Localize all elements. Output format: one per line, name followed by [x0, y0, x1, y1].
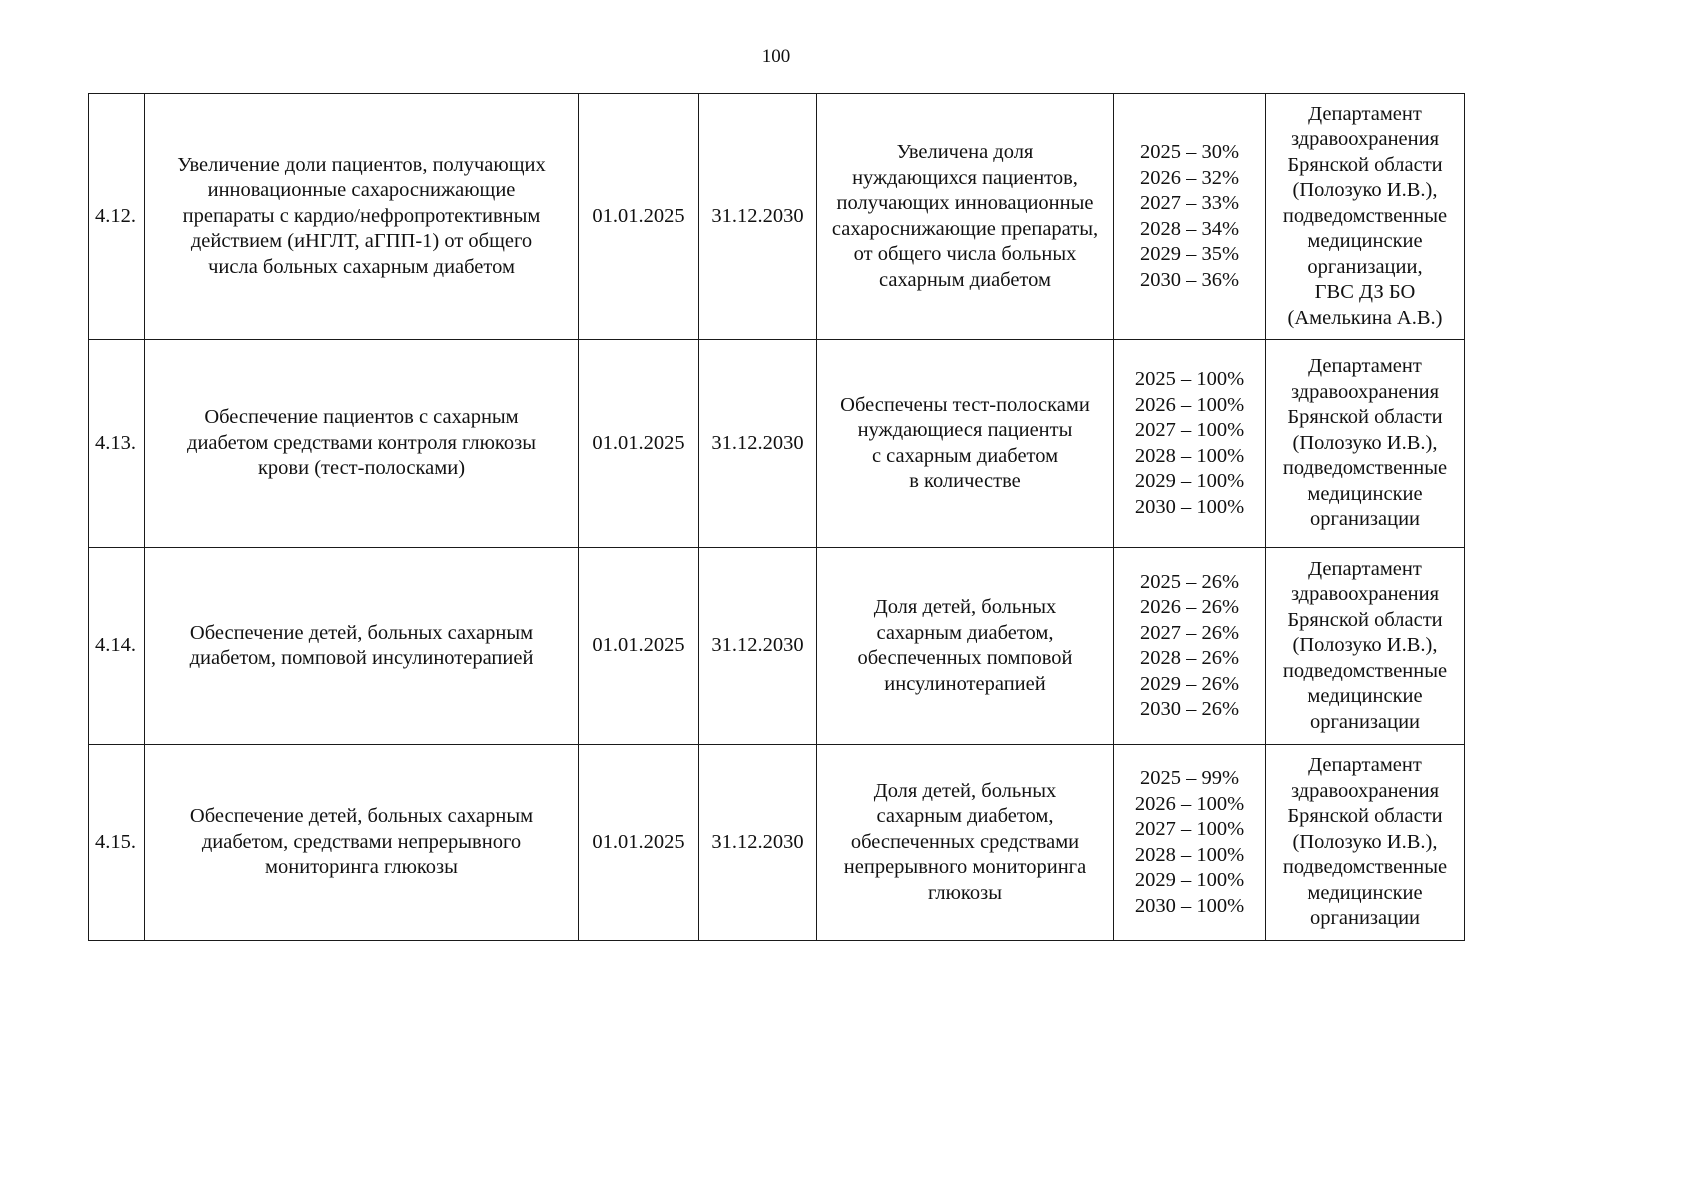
- item-number-cell: 4.12.: [89, 94, 145, 340]
- responsible-line: организации: [1309, 710, 1421, 733]
- indicator-line: 2025 – 26%: [1139, 570, 1240, 593]
- indicator-line: 2028 – 100%: [1134, 843, 1245, 866]
- responsible-line: подведомственные: [1282, 204, 1448, 227]
- event-line: диабетом, средствами непрерывного: [201, 830, 522, 853]
- responsible-line: подведомственные: [1282, 856, 1448, 879]
- result-line: нуждающиеся пациенты: [857, 419, 1073, 441]
- responsible-line: медицинские: [1307, 685, 1423, 708]
- result-line: Доля детей, больных: [873, 779, 1057, 802]
- event-line: крови (тест-полосками): [257, 457, 466, 480]
- responsible-cell: [1266, 745, 1465, 941]
- indicators-cell: [1114, 340, 1266, 548]
- result-line: сахарным диабетом: [879, 268, 1051, 291]
- indicator-line: 2028 – 26%: [1139, 647, 1240, 669]
- result-line: от общего числа больных: [853, 243, 1077, 265]
- result-line: получающих инновационные: [836, 192, 1094, 214]
- responsible-line: подведомственные: [1282, 659, 1448, 682]
- event-line: действием (иНГЛТ, аГПП-1) от общего: [190, 230, 533, 253]
- responsible-cell: [1266, 548, 1465, 745]
- result-line: обеспеченных средствами: [850, 830, 1080, 853]
- expected-result-cell: [817, 94, 1114, 340]
- event-line: препараты с кардио/нефропротективным: [182, 204, 541, 227]
- indicators-cell: [1114, 745, 1266, 941]
- result-line: сахароснижающие препараты,: [831, 217, 1099, 240]
- indicator-line: 2027 – 100%: [1134, 818, 1245, 840]
- indicator-line: 2030 – 100%: [1134, 894, 1245, 917]
- responsible-line: Брянской области: [1287, 608, 1443, 631]
- result-line: глюкозы: [928, 881, 1002, 904]
- table-row: [89, 548, 1465, 745]
- table-body: [89, 94, 1465, 941]
- responsible-line: организации: [1309, 508, 1421, 531]
- start-date-cell: 01.01.2025: [579, 94, 699, 340]
- event-description-cell: [145, 340, 579, 548]
- indicator-line: 2027 – 100%: [1134, 419, 1245, 441]
- result-line: Увеличена доля: [896, 141, 1034, 163]
- result-line: в количестве: [909, 470, 1021, 492]
- end-date-cell: 31.12.2030: [699, 745, 817, 941]
- responsible-line: Департамент: [1308, 557, 1422, 580]
- responsible-line: медицинские: [1307, 881, 1423, 904]
- indicator-line: 2026 – 100%: [1134, 393, 1245, 416]
- indicator-line: 2030 – 100%: [1134, 495, 1245, 518]
- result-line: Обеспечены тест-полосками: [840, 393, 1090, 416]
- end-date-cell: 31.12.2030: [699, 94, 817, 340]
- indicator-line: 2028 – 34%: [1139, 217, 1240, 240]
- result-line: с сахарным диабетом: [871, 444, 1059, 467]
- indicator-line: 2030 – 26%: [1139, 698, 1240, 720]
- result-line: сахарным диабетом,: [876, 805, 1054, 828]
- result-line: сахарным диабетом,: [876, 621, 1054, 644]
- responsible-line: здравоохранения: [1290, 779, 1440, 802]
- event-line: Увеличение доли пациентов, получающих: [177, 153, 546, 176]
- responsible-line: (Полозуко И.В.),: [1292, 431, 1438, 454]
- responsible-cell: [1266, 340, 1465, 548]
- indicator-line: 2029 – 100%: [1134, 470, 1245, 492]
- responsible-line: ГВС ДЗ БО: [1314, 281, 1416, 304]
- start-date-cell: 01.01.2025: [579, 340, 699, 548]
- result-line: Доля детей, больных: [873, 596, 1057, 618]
- responsible-line: здравоохранения: [1290, 128, 1440, 151]
- indicator-line: 2027 – 33%: [1139, 192, 1240, 214]
- indicator-line: 2029 – 26%: [1139, 672, 1240, 695]
- expected-result-cell: [817, 548, 1114, 745]
- table-row: [89, 94, 1465, 340]
- responsible-line: здравоохранения: [1290, 583, 1440, 606]
- end-date-cell: 31.12.2030: [699, 340, 817, 548]
- responsible-line: здравоохранения: [1290, 380, 1440, 403]
- event-line: числа больных сахарным диабетом: [208, 255, 515, 278]
- event-line: Обеспечение пациентов с сахарным: [204, 406, 519, 429]
- event-line: мониторинга глюкозы: [265, 856, 458, 879]
- responsible-cell: [1266, 94, 1465, 340]
- expected-result-cell: [817, 745, 1114, 941]
- start-date-cell: 01.01.2025: [579, 745, 699, 941]
- table-row: [89, 745, 1465, 941]
- indicator-line: 2030 – 36%: [1139, 268, 1240, 291]
- indicator-line: 2025 – 100%: [1134, 368, 1245, 390]
- responsible-line: Брянской области: [1287, 406, 1443, 429]
- indicator-line: 2026 – 100%: [1134, 792, 1245, 815]
- indicator-line: 2027 – 26%: [1139, 621, 1240, 644]
- indicator-line: 2029 – 100%: [1134, 869, 1245, 891]
- indicator-line: 2025 – 30%: [1139, 141, 1240, 163]
- end-date-cell: 31.12.2030: [699, 548, 817, 745]
- table-row: [89, 340, 1465, 548]
- indicator-line: 2025 – 99%: [1139, 767, 1240, 789]
- event-description-cell: [145, 548, 579, 745]
- indicator-line: 2028 – 100%: [1134, 444, 1245, 467]
- event-line: Обеспечение детей, больных сахарным: [189, 621, 534, 644]
- event-line: диабетом средствами контроля глюкозы: [187, 431, 536, 454]
- indicator-line: 2026 – 32%: [1139, 166, 1240, 189]
- item-number-cell: 4.15.: [89, 745, 145, 941]
- measures-table: [88, 93, 1465, 941]
- responsible-line: Брянской области: [1287, 805, 1443, 828]
- expected-result-cell: [817, 340, 1114, 548]
- responsible-line: Брянской области: [1287, 153, 1443, 176]
- result-line: нуждающихся пациентов,: [852, 166, 1078, 189]
- result-line: непрерывного мониторинга: [843, 856, 1087, 879]
- responsible-line: Департамент: [1308, 754, 1422, 777]
- responsible-line: (Полозуко И.В.),: [1292, 179, 1438, 202]
- event-description-cell: [145, 94, 579, 340]
- responsible-line: Департамент: [1308, 355, 1422, 378]
- event-line: инновационные сахароснижающие: [207, 179, 516, 202]
- responsible-line: организации: [1309, 907, 1421, 930]
- responsible-line: медицинские: [1307, 230, 1423, 253]
- responsible-line: Департамент: [1308, 102, 1422, 125]
- event-description-cell: [145, 745, 579, 941]
- item-number-cell: 4.13.: [89, 340, 145, 548]
- indicator-line: 2026 – 26%: [1139, 596, 1240, 618]
- responsible-line: (Полозуко И.В.),: [1292, 634, 1438, 657]
- result-line: обеспеченных помповой: [857, 647, 1073, 669]
- indicators-cell: [1114, 548, 1266, 745]
- item-number-cell: 4.14.: [89, 548, 145, 745]
- responsible-line: подведомственные: [1282, 457, 1448, 480]
- indicators-cell: [1114, 94, 1266, 340]
- indicator-line: 2029 – 35%: [1139, 243, 1240, 265]
- page-number: 100: [761, 46, 791, 67]
- responsible-line: организации,: [1307, 255, 1423, 278]
- responsible-line: медицинские: [1307, 482, 1423, 505]
- responsible-line: (Полозуко И.В.),: [1292, 830, 1438, 853]
- responsible-line: (Амелькина А.В.): [1287, 306, 1443, 329]
- event-line: диабетом, помповой инсулинотерапией: [189, 647, 534, 669]
- result-line: инсулинотерапией: [884, 672, 1046, 695]
- start-date-cell: 01.01.2025: [579, 548, 699, 745]
- event-line: Обеспечение детей, больных сахарным: [189, 805, 534, 828]
